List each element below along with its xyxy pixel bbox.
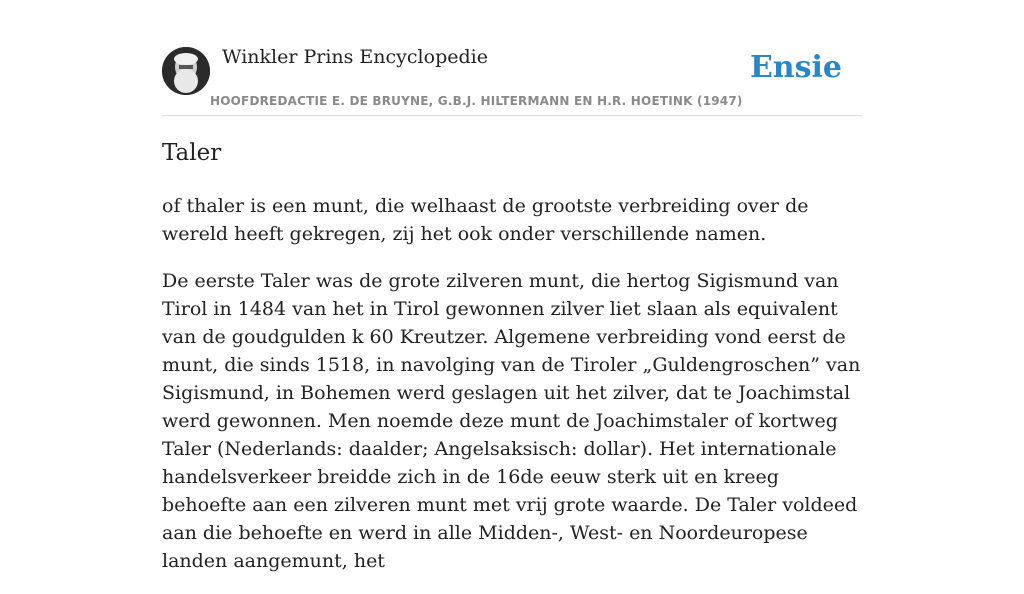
site-title[interactable]: Winkler Prins Encyclopedie [222, 46, 488, 68]
article-title: Taler [162, 140, 222, 166]
article-body [162, 192, 867, 594]
editors-subtitle: HOOFDREDACTIE E. DE BRUYNE, G.B.J. HILTERMANN EN H.R. HOETINK (1947) [210, 94, 743, 108]
portrait-image [162, 47, 210, 95]
author-avatar[interactable] [162, 47, 210, 95]
paragraph-1: of thaler is een munt, die welhaast de grootste verbreiding over de wereld heeft gekregen, zij het ook onder verschillende namen. [162, 195, 809, 245]
header [162, 40, 862, 116]
paragraph-2: De eerste Taler was de grote zilveren munt, die hertog Sigismund van Tirol in 1484 van het in Tirol gewonnen zilver liet slaan als equivalent van de goudgulden k 60 Kreutzer. Algemene verbreiding vond eerst de munt, die sinds 1518, in navolging van de Tiroler „Guldengroschen” van Sigismund, in Bohemen werd geslagen uit het zilver, dat te Joachimstal werd gewonnen. Men noemde deze munt de Joachimstaler of kortweg Taler (Nederlands: daalder; Angelsaksisch: dollar). Het internationale handelsverkeer breidde zich in de 16de eeuw sterk uit en kreeg behoefte aan een zilveren munt met vrij grote waarde. De Taler voldeed aan die behoefte en werd in alle Midden-, West- en Noordeuropese landen aangemunt, het [162, 270, 861, 572]
brand-logo[interactable]: Ensie [749, 50, 842, 85]
